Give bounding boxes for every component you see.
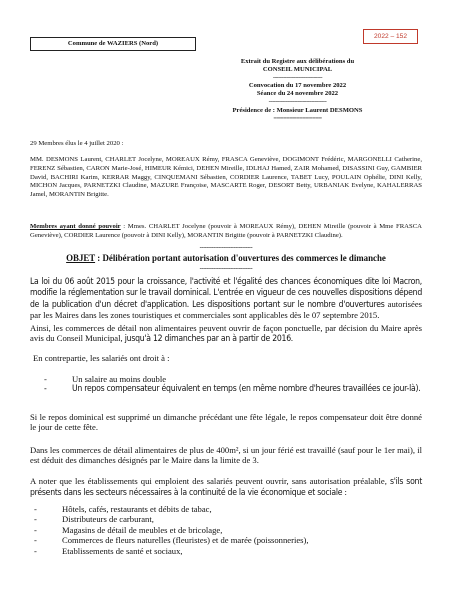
separator: -------------------------------: [199, 245, 253, 251]
proxies-text: : Mmes. CHARLET Jocelyne (pouvoir à MOREAUX Rémy), DEHEN Mireille (pouvoir à Mme FRASCA Geneviève), CORDIER Laurence (pouvoir à DINI Kelly), MORANTIN Brigitte (pouvoir à PARNETZKI Claudine).: [30, 223, 422, 239]
objet-separator-top: [30, 243, 422, 253]
list-item: - Distributeurs de carburant,: [34, 514, 422, 524]
paragraph-dimanches: [30, 323, 422, 345]
paragraph-loi-macron: [30, 276, 422, 321]
list-item: - Un repos compensateur équivalent en temps (en même nombre d'heures travaillées ce jour-là).: [44, 384, 422, 394]
convocation-date: Convocation du 17 novembre 2022: [248, 82, 347, 90]
commune-box: [30, 37, 196, 51]
members-present: MM. DESMONS Laurent, CHARLET Jocelyne, MOREAUX Rémy, FRASCA Geneviève, DOGIMONT Frédéric, MARGONELLI Catherine, FERENZ Sébastien, CARON Marie-José, HIMEUR Kémici, DEHEN Mireille, IDLHAJ Hamed, ZAIR Mohamed, DISASSINI Guy, GAMBIER David, BACHIRI Karim, KERRAR Maggy, CINQUEMANI Sébastien, CORDIER Laurence, TABET Lucy, POULAIN Ophélie, DINI Kelly, MICHON Jacques, PARNETZKI Claudine, MAZURE Françoise, MASCARTE Roger, DESORT Betty, URBANIAK Evelyne, KAHALERRAS Jamel, MORANTIN Brigitte.: [30, 156, 422, 199]
paragraph-sans-autorisation: [30, 476, 422, 499]
list-item: - Hôtels, cafés, restaurants et débits de tabac,: [34, 504, 422, 514]
paragraph-contrepartie: En contrepartie, les salariés ont droit à :: [33, 353, 170, 363]
proxies-label: Membres ayant donné pouvoir: [30, 223, 121, 230]
list-etablissements: [34, 504, 422, 556]
paragraph-alimentaires: Dans les commerces de détail alimentaires de plus de 400m², si un jour férié est travaillé (sauf pour le 1er mai), il est déduit des dimanches désignés par le Maire dans la limite de 3.: [30, 445, 422, 466]
seance-date: Séance du 24 novembre 2022: [256, 90, 339, 98]
paragraph-dimanches-start: Ainsi, les commerces de détail non alimentaires peuvent ouvrir de façon ponctuelle, par décision du Maire après avis du Conseil Municipal,: [30, 323, 422, 344]
paragraph-fete-legale: Si le repos dominical est supprimé un dimanche précédant une fête légale, le repos compensateur doit être donné le jour de cette fête.: [30, 412, 422, 433]
reference-number: 2022 – 152: [373, 33, 407, 40]
paragraph-sans-autorisation-end: :: [342, 487, 347, 498]
paragraph-loi-macron-rest: autorisées par les Maires dans les zones touristiques et commerciales sont applicables dès le 07 septembre 2015.: [30, 298, 422, 321]
commune-name: Commune de WAZIERS (Nord): [67, 40, 159, 47]
objet-label: OBJET: [66, 253, 96, 263]
conseil-title: CONSEIL MUNICIPAL: [262, 66, 333, 74]
paragraph-dimanches-end: .: [290, 333, 294, 344]
register-header: [220, 58, 375, 123]
paragraph-dimanches-condensed: jusqu'à 12 dimanches par an à partir de 2016: [124, 334, 291, 345]
list-item: - Etablissements de santé et sociaux,: [34, 546, 422, 556]
paragraph-sans-autorisation-condensed: s'ils sont présents dans les secteurs nécessaires à la continuité de la vie économique et sociale: [30, 477, 422, 499]
list-item: - Commerces de fleurs naturelles (fleuristes) et de marée (poissonneries),: [34, 535, 422, 545]
separator: ===============: [273, 114, 322, 122]
members-count: 29 Membres élus le 4 juillet 2020 :: [30, 140, 124, 147]
paragraph-loi-macron-condensed: La loi du 06 août 2015 pour la croissance, l'activité et l'égalité des chances économiques dite loi Macron, modifie la réglementation sur le travail dominical. L'entrée en vigueur de ces nouvelles dispositions dépend de la publication d'un décret d'application. Les dispositions portant sur le nombre d'ouvertures: [30, 277, 422, 310]
separator: ----------------------------------: [268, 98, 327, 106]
paragraph-sans-autorisation-start: A noter que les établissements qui emploient des salariés peuvent ouvrir, sans autorisation préalable,: [30, 476, 390, 486]
extrait-title: Extrait du Registre aux délibérations du: [240, 58, 355, 65]
objet-text: : Délibération portant autorisation d'ouvertures des commerces le dimanche: [95, 253, 386, 263]
list-item: - Magasins de détail de meubles et de bricolage,: [34, 525, 422, 535]
objet-line: [30, 253, 422, 263]
list-item: - Un salaire au moins double: [44, 374, 422, 384]
objet-separator-bottom: [30, 264, 422, 274]
list-droits: [44, 374, 422, 395]
separator: -----------------------------: [272, 74, 323, 82]
separator: -------------------------------: [199, 266, 253, 272]
members-proxies: [30, 223, 422, 241]
deliberation-reference: [363, 29, 418, 44]
presidence: Présidence de : Monsieur Laurent DESMONS: [232, 106, 363, 114]
